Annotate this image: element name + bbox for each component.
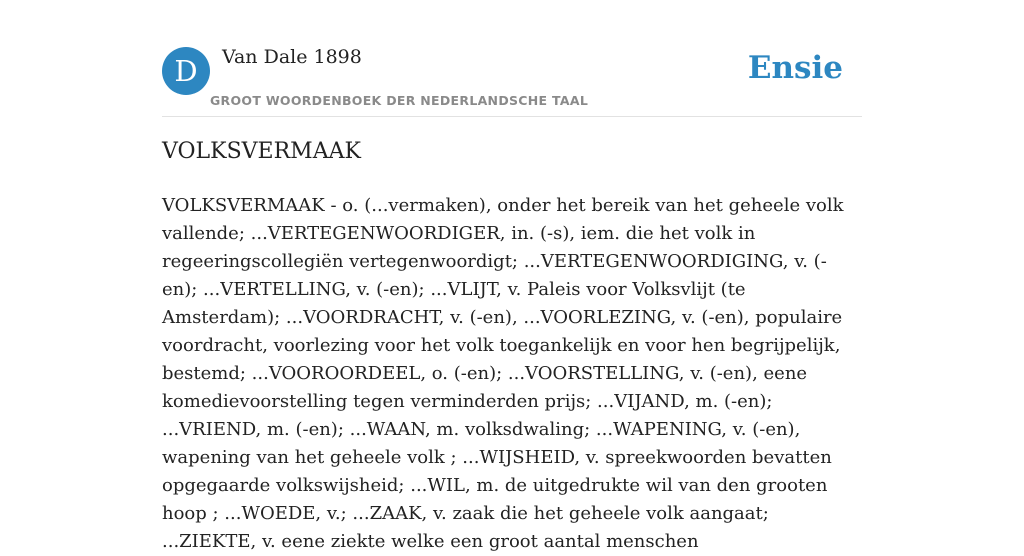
ensie-logo[interactable]: Ensie [747,50,843,86]
source-title[interactable]: Van Dale 1898 [222,46,362,68]
source-avatar[interactable]: D [162,47,210,95]
dictionary-header [162,46,862,117]
entry-title: VOLKSVERMAAK [162,139,361,164]
entry-definition: VOLKSVERMAAK - o. (...vermaken), onder het bereik van het geheele volk vallende; ...VERTEGENWOORDIGER, in. (-s), iem. die het volk in regeeringscollegiën vertegenwoordigt; ...VERTEGENWOORDIGING, v. (-en); ...VERTELLING, v. (-en); ...VLIJT, v. Paleis voor Volksvlijt (te Amsterdam); ...VOORDRACHT, v. (-en), ...VOORLEZING, v. (-en), populaire voordracht, voorlezing voor het volk toegankelijk en voor hen begrijpelijk, bestemd; ...VOOROORDEEL, o. (-en); ...VOORSTELLING, v. (-en), eene komedievoorstelling tegen verminderden prijs; ...VIJAND, m. (-en); ...VRIEND, m. (-en); ...WAAN, m. volksdwaling; ...WAPENING, v. (-en), wapening van het geheele volk ; ...WIJSHEID, v. spreekwoorden bevatten opgegaarde volkswijsheid; ...WIL, m. de uitgedrukte wil van den grooten hoop ; ...WOEDE, v.; ...ZAAK, v. zaak die het geheele volk aangaat; ...ZIEKTE, v. eene ziekte welke een groot aantal menschen [162,195,844,552]
source-subtitle: GROOT WOORDENBOEK DER NEDERLANDSCHE TAAL [210,93,589,108]
